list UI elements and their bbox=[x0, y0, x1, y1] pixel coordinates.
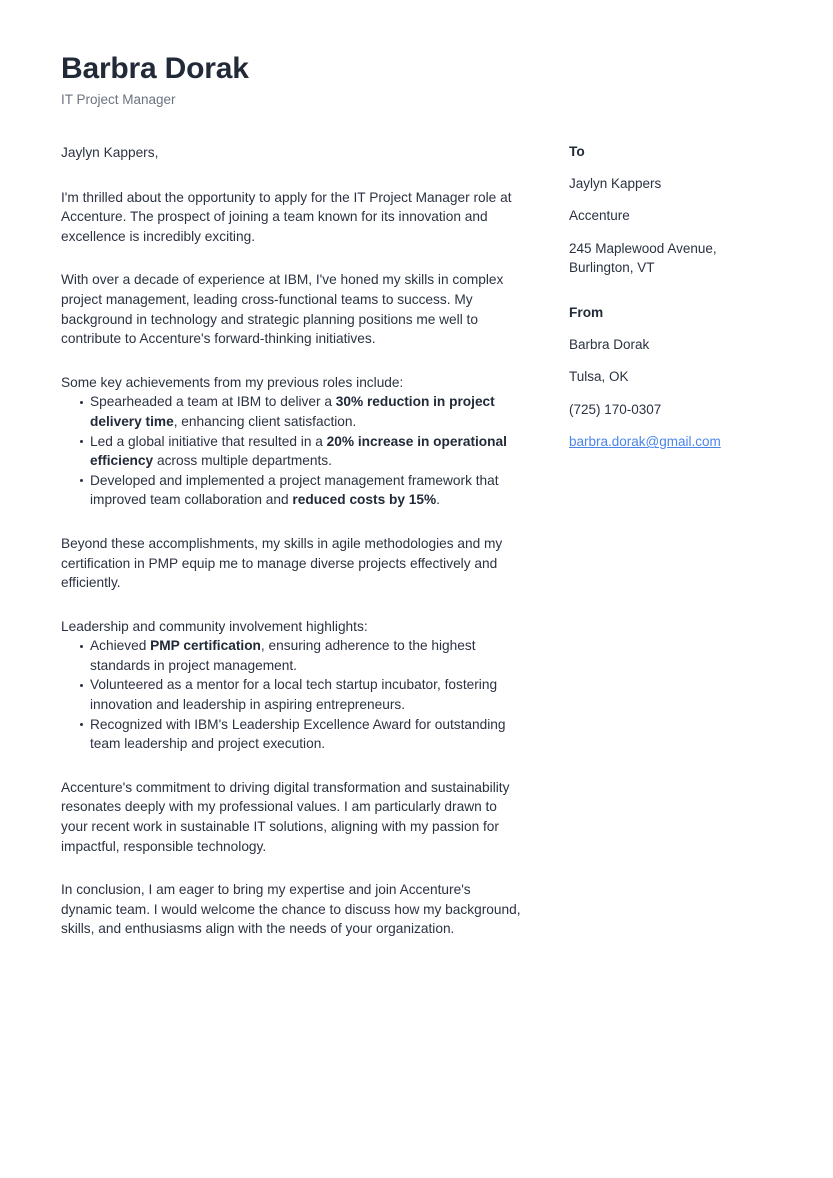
address-line-2: Burlington, VT bbox=[569, 260, 655, 276]
sender-location: Tulsa, OK bbox=[569, 369, 629, 385]
list-item bbox=[61, 675, 523, 714]
to-heading: To bbox=[569, 144, 585, 159]
bullet-text-suffix: , ensuring adherence to the highest standards in project management. bbox=[90, 638, 476, 673]
from-block bbox=[569, 304, 784, 452]
letter-body-column bbox=[61, 143, 523, 963]
paragraph-conclusion: In conclusion, I am eager to bring my expertise and join Accenture's dynamic team. I would welcome the chance to discuss how my background, skills, and enthusiasms align with the needs of your organization. bbox=[61, 882, 521, 937]
job-title: IT Project Manager bbox=[61, 91, 176, 107]
bullet-text-suffix: . bbox=[436, 492, 440, 508]
list-item bbox=[61, 471, 523, 510]
salutation: Jaylyn Kappers, bbox=[61, 145, 159, 160]
paragraph-experience: With over a decade of experience at IBM, I've honed my skills in complex project management, leading cross-functional teams to success. My background in technology and strategic planning positions me well to contribute to Accenture's forward-thinking initiatives. bbox=[61, 272, 504, 347]
list-item bbox=[61, 636, 523, 675]
paragraph-intro: I'm thrilled about the opportunity to apply for the IT Project Manager role at Accenture. The prospect of joining a team known for its innovation and excellence is incredibly exciting. bbox=[61, 189, 512, 244]
bullet-text-bold: PMP certification bbox=[150, 638, 261, 654]
list-item bbox=[61, 715, 523, 754]
achievements-list bbox=[61, 392, 523, 510]
sender-email-link[interactable]: barbra.dorak@gmail.com bbox=[569, 434, 721, 450]
leadership-intro: Leadership and community involvement highlights: bbox=[61, 618, 368, 634]
paragraph-values: Accenture's commitment to driving digital transformation and sustainability resonates deeply with my professional values. I am particularly drawn to your recent work in sustainable IT solutions, aligning with my passion for impactful, responsible technology. bbox=[61, 779, 510, 854]
bullet-text-prefix: Developed and implemented a project management framework that improved team collaboration and bbox=[90, 472, 499, 508]
bullet-text-prefix: Volunteered as a mentor for a local tech startup incubator, fostering innovation and leadership in aspiring entrepreneurs. bbox=[90, 677, 498, 713]
list-item bbox=[61, 392, 523, 431]
list-item bbox=[61, 432, 523, 471]
bullet-text-prefix: Spearheaded a team at IBM to deliver a bbox=[90, 394, 336, 410]
leadership-list bbox=[61, 636, 523, 754]
bullet-text-prefix: Led a global initiative that resulted in a bbox=[90, 433, 327, 449]
letter-header bbox=[61, 52, 761, 108]
recipient-address bbox=[569, 239, 784, 278]
bullet-text-suffix: , enhancing client satisfaction. bbox=[173, 413, 357, 429]
bullet-text-suffix: across multiple departments. bbox=[153, 453, 332, 469]
bullet-text-bold: 30% reduction in project delivery time bbox=[90, 394, 495, 429]
sender-name: Barbra Dorak bbox=[569, 336, 650, 352]
address-line-1: 245 Maplewood Avenue, bbox=[569, 240, 717, 256]
contact-sidebar bbox=[569, 143, 784, 478]
to-block bbox=[569, 143, 784, 278]
bullet-text-prefix: Achieved bbox=[90, 638, 151, 654]
paragraph-skills: Beyond these accomplishments, my skills in agile methodologies and my certification in PMP equip me to manage diverse projects effectively and efficiently. bbox=[61, 535, 503, 591]
page-title: Barbra Dorak bbox=[61, 52, 249, 85]
sender-phone: (725) 170-0307 bbox=[569, 401, 662, 417]
recipient-company: Accenture bbox=[569, 208, 630, 224]
from-heading: From bbox=[569, 304, 604, 320]
bullet-text-bold: reduced costs by 15% bbox=[292, 492, 437, 508]
achievements-intro: Some key achievements from my previous roles include: bbox=[61, 374, 404, 390]
bullet-text-bold: 20% increase in operational efficiency bbox=[90, 433, 507, 469]
bullet-text-prefix: Recognized with IBM's Leadership Excellence Award for outstanding team leadership and project execution. bbox=[90, 716, 506, 752]
recipient-name: Jaylyn Kappers bbox=[569, 175, 662, 191]
